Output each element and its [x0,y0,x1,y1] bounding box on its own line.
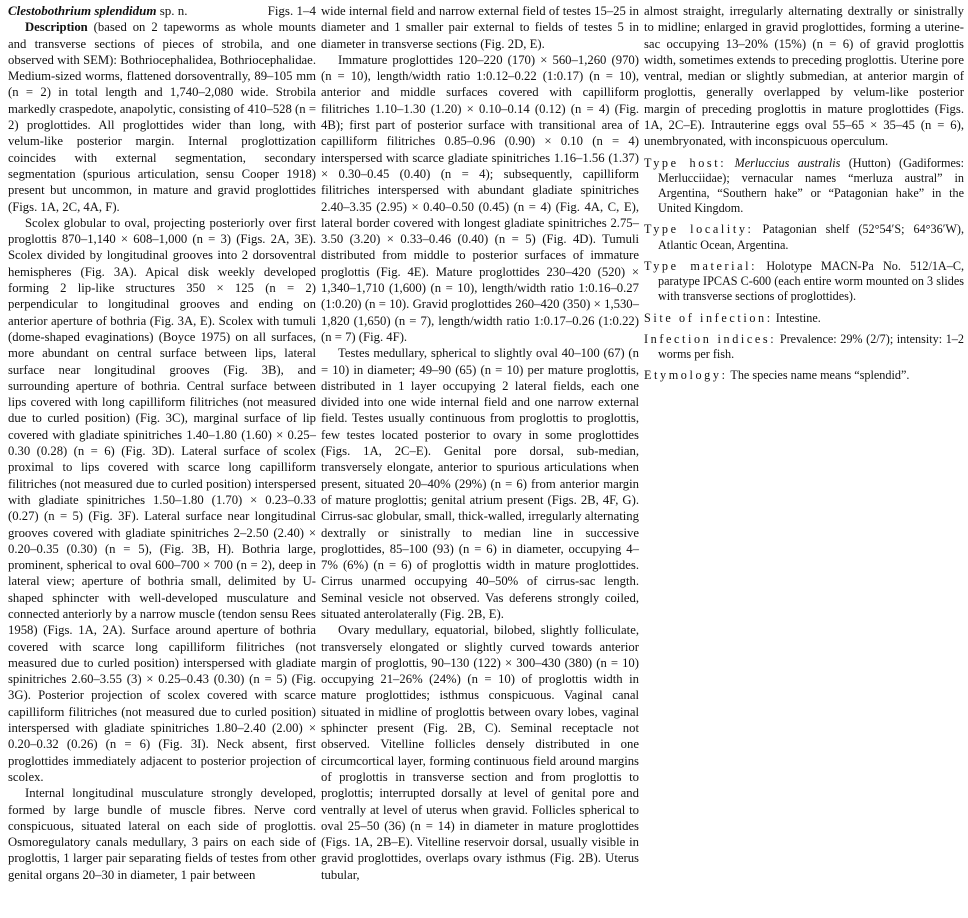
musculature-paragraph-continued: wide internal field and narrow external field of testes 15–25 in diameter and 1 smaller pair external to fields of testes 5 in diameter in transverse sections (Fig. 2D, E). [321,4,639,51]
scolex-paragraph: Scolex globular to oval, projecting posteriorly over first proglottis 870–1,140 × 608–1,000 (n = 3) (Figs. 2A, 3E). Scolex divided by longitudinal grooves into 2 dorsoventral hemispheres (Fig. 3A). Apical disk weekly developed forming 2 lip-like structures 350 × 125 (n = 2) perpendicular to longitudinal grooves and ending on anterior aperture of bothria (Fig. 3A, E). Scolex with tumuli (dome-shaped evaginations) (Boyce 1975) on all surfaces, more abundant on central surface between lips, lateral surface near longitudinal grooves (Fig. 3B), and surrounding aperture of bothria. Central surface between lips covered with long capilliform filitriches (not measured due to curled position) (Fig. 3C), marginal surface of lip covered with gladiate spinitriches 1.40–1.80 (1.60) × 0.25–0.30 (0.28) (n = 6) (Fig. 3D). Lateral surface of scolex proximal to lips covered with scarce long capilliform filitriches (not measured due to curled position) interspersed with gladiate spinitriches 1.50–1.80 (1.70) × 0.23–0.33 (0.27) (n = 5) (Fig. 3F). Lateral surface near longitudinal grooves covered with gladiate spinitriches 2–2.50 (2.40) × 0.20–0.35 (0.30) (n = 5), (Fig. 3B, H). Bothria large, prominent, spherical to oval 600–700 × 700 (n = 2), deep in lateral view; aperture of bothria small, delimited by U-shaped sphincter with well-developed musculature and connected anteriorly by a narrow muscle (tendon sensu Rees 1958) (Figs. 1A, 2A). Surface around aperture of bothria covered with scarce long capilliform filitriches (not measured due to curled position) interspersed with gladiate spinitriches 2.60–3.55 (3) × 0.25–0.43 (0.30) (n = 5) (Fig. 3G). Posterior projection of scolex covered with scarce capilliform filitriches (not measured due to curled position) interspersed with gladiate spinitriches 1.80–2.40 (2.00) × 0.20–0.32 (0.26) (n = 6) (Fig. 3I). Neck absent, first proglottides immediately adjacent to posterior projection of scolex. [8,215,316,784]
etymology-entry: Etymology: The species name means “splendid”. [644,368,910,383]
musculature-paragraph: Internal longitudinal musculature strongly developed, formed by large bundle of muscle fibres. Nerve cord conspicuous, situated lateral on each side of proglottis. Osmoregulatory canals medullary, 3 pairs on each side of proglottis, 1 larger pair separating fields of testes from other genital organs 20–30 in diameter, 1 pair between [8,786,316,882]
ovary-paragraph-continued: almost straight, irregularly alternating dextrally or sinistrally to midline; enlarged in gravid proglottides, forming a uterine-sac occupying 13–20% (15%) (n = 6) of gravid proglottis width, sometimes extends to preceding proglottis. Uterine pore ventral, median or slightly submedian, at anterior margin of proglottis, generally overlapped by velum-like posterior margin of preceding proglottis in mature proglottides (Figs. 1A, 2C–E). Intrauterine eggs oval 55–65 × 35–45 (n = 6), unembryonated, with inconspicuous operculum. [644,4,964,149]
figures-ref: Figs. 1–4 [267,3,316,18]
column-1 [8,3,316,883]
description-heading: Description [25,20,88,35]
species-suffix: sp. n. [159,3,188,18]
description-paragraph: Description (based on 2 tapeworms as whole mounts and transverse sections of pieces of strobila, and one observed with SEM): Bothriocephalidea, Bothriocephalidae. Medium-sized worms, flattened dorsoventrally, 89–105 mm (n = 2) in total length and 1,740–2,080 wide. Strobila markedly craspedote, anapolytic, consisting of 410–528 (n = 2) proglottides. All proglottides wider than long, with velum-like posterior margin. Internal proglottization coincides with external segmentation, secondary segmentation (spurious articulation, sensu Cooper 1918) present but uncommon, in mature and gravid proglottides (Figs. 1A, 2C, 4A, F). [8,20,316,214]
species-name: Clestobothrium splendidum [8,3,157,18]
site-of-infection-entry: Site of infection: Intestine. [644,310,821,325]
type-locality-entry: Type locality: Patagonian shelf (52°54′S; 64°36′W), Atlantic Ocean, Argentina. [644,222,964,252]
ovary-paragraph: Ovary medullary, equatorial, bilobed, slightly folliculate, transversely elongated or slightly curved towards anterior margin of proglottis, 90–130 (122) × 300–430 (380) (n = 10) occupying 21–26% (24%) (n = 10) of proglottis width in mature proglottides; isthmus conspicuous. Vaginal canal situated in midline of proglottis between ovary lobes, vaginal sphincter present (Fig. 2B, C). Seminal receptacle not observed. Vitelline follicles densely distributed in one circumcortical layer, forming continuous field around margins of proglottis in transverse section and from proglottis to proglottis; interrupted dorsally at level of genital pore and ventrally at level of uterus when gravid. Follicles spherical to oval 25–50 (36) (n = 14) in diameter in mature proglottides (Figs. 1A, 2B–E). Vitelline reservoir dorsal, usually visible in gravid proglottides, overlaps ovary isthmus (Fig. 2B). Uterus tubular, [321,623,639,882]
type-host-entry: Type host: Merluccius australis (Hutton) (Gadiformes: Merlucciidae); vernacular names “merluza austral” in Argentina, “Southern hake” or “Patagonian hake” in the United Kingdom. [644,155,964,216]
column-2 [321,3,639,883]
proglottides-paragraph: Immature proglottides 120–220 (170) × 560–1,260 (970) (n = 10), length/width ratio 1:0.12–0.22 (1:0.17) (n = 10), anterior and middle surfaces covered with capilliform filitriches 1.10–1.30 (1.20) × 0.10–0.14 (0.12) (n = 4) (Fig. 4B); first part of posterior surface with transitional area of capilliform filitriches 0.85–0.96 (0.90) × 0.10 (n = 4) interspersed with scarce gladiate spinitriches 1.16–1.56 (1.37) × 0.30–0.45 (0.40) (n = 4); subsequently, capilliform filitriches interspersed with abundant gladiate spinitriches 2.40–3.35 (2.95) × 0.40–0.50 (0.45) (n = 4) (Fig. 4A, C, E), lateral border covered with longest gladiate spinitriches 2.75–3.50 (3.20) × 0.33–0.46 (0.40) (n = 5) (Fig. 4D). Tumuli distributed from middle to posterior surfaces of immature proglottis (Fig. 4E). Mature proglottides 230–420 (520) × 1,340–1,710 (1,600) (n = 10), length/width ratio 1:0.16–0.27 (1:0.20) (n = 10). Gravid proglottides 260–420 (350) × 1,530–1,820 (1,650) (n = 7), length/width ratio 1:0.17–0.26 (1:0.22) (n = 7) (Fig. 4F). [321,52,639,344]
column-3 [644,3,964,383]
type-material-entry: Type material: Holotype MACN-Pa No. 512/1A–C, paratype IPCAS C-600 (each entire worm mounted on 3 slides with transverse sections of proglottides). [644,258,964,304]
species-title [8,3,316,19]
testes-paragraph: Testes medullary, spherical to slightly oval 40–100 (67) (n = 10) in diameter; 49–90 (65) (n = 10) per mature proglottis, distributed in 1 layer occupying 2 lateral fields, each one divided into one wide internal field and one narrow external field. Testes usually continuous from proglottis to proglottis, few testes located posterior to ovary in some proglottides (Figs. 1A, 2C–E). Genital pore dorsal, sub-median, transversely elongate, anterior to spurious articulations when present, situated 20–40% (29%) (n = 6) from anterior margin of mature proglottis; genital atrium present (Figs. 2B, 4F, G). Cirrus-sac globular, small, thick-walled, irregularly alternating dextrally or sinistrally to median line in successive proglottides, 85–100 (93) (n = 6) in diameter, occupying 4–7% (6%) (n = 6) of proglottis width in mature proglottides. Cirrus unarmed occupying 40–50% of cirrus-sac length. Seminal vesicle not observed. Vas deferens strongly coiled, situated anterolaterally (Fig. 2B, E). [321,346,639,621]
infection-indices-entry: Infection indices: Prevalence: 29% (2/7); intensity: 1–2 worms per fish. [644,331,964,361]
